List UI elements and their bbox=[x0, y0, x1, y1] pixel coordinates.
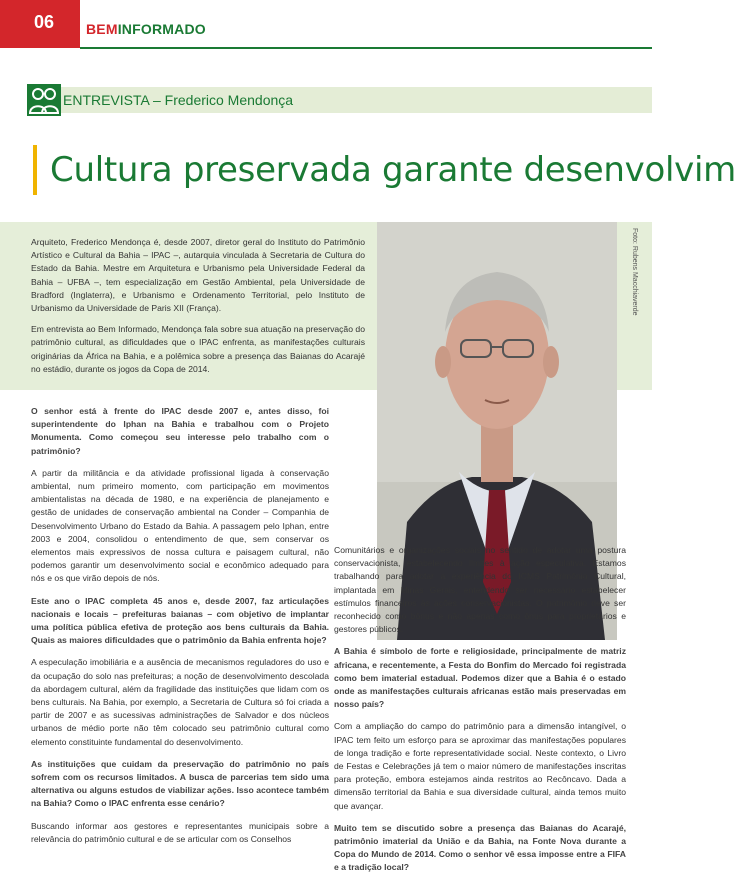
people-icon bbox=[27, 84, 61, 116]
answer: Com a ampliação do campo do patrimônio para a dimensão intangível, o IPAC tem feito um esforço para se aproximar das manifestações populares de longa tradição e forte representatividade social. Neste contexto, o Livro de Festas e Celebrações já tem o maior número de manifestações inscritas para proteção, embora estejamos ainda restritos ao Recôncavo. Dada a dimensão territorial da Bahia e sua diversidade cultural, ainda temos muito que avançar. bbox=[334, 721, 626, 811]
photo-credit: Foto: Rubens Macchiaverde bbox=[631, 228, 638, 316]
answer: A especulação imobiliária e a ausência de mecanismos reguladores do uso e da ocupação do solo nas prefeituras; a noção de desenvolvimento descolada da abordagem cultural, além da fragilidade das instituições que lidam com os bens culturais. Na Bahia, por exemplo, a Secretaria de Cultura só foi criada a partir de 2007 e as sucessivas administrações de Salvador e dos núcleos urbanos de médio porte não têm colocado seu patrimônio cultural como elemento constituinte fundamental do desenvolvimento. bbox=[31, 657, 329, 747]
question: Este ano o IPAC completa 45 anos e, desde 2007, faz articulações nacionais e locais – prefeituras baianas – com objetivo de implantar uma política pública efetiva de proteção aos bens culturais da Bahia. Quais as maiores dificuldades que o patrimônio da Bahia enfrenta hoje? bbox=[31, 595, 329, 646]
answer: A partir da militância e da atividade profissional ligada à conservação ambiental, num primeiro momento, com participação em movimentos ambientalistas na década de 1980, e na experiência de planejamento e gestão de unidades de conservação ambiental na Conder – Companhia de Desenvolvimento Urbano do Estado da Bahia. A passagem pelo Iphan, entre 2003 e 2004, consolidou o entendimento de que, sem conservar os elementos mais expressivos de nossa cultura e paisagem cultural, não podemos garantir um desenvolvimento social e econômico adequado para nós e os que virão depois de nós. bbox=[31, 467, 329, 584]
headline: Cultura preservada garante desenvolvim bbox=[50, 150, 736, 190]
left-column bbox=[31, 405, 329, 855]
publication-title-part2: INFORMADO bbox=[117, 21, 206, 37]
question: A Bahia é símbolo de forte e religiosidade, principalmente de matriz africana, e recentemente, a Festa do Bonfim do Mercado foi registrada como bem imaterial estadual. Podemos dizer que a Bahia é o estado onde as manifestações culturais africanas estão mais preservadas em nosso país? bbox=[334, 646, 626, 710]
question: Muito tem se discutido sobre a presença das Baianas do Acarajé, patrimônio imaterial da União e da Bahia, na Fonte Nova durante a Copa do Mundo de 2014. Como o senhor vê essa imposse entre a FIFA e a tradição local? bbox=[334, 822, 626, 873]
answer: Comunitários e organizações sociais no sentido de adotar uma postura conservacionista, estabelecendo limites à ação especulativa. Estamos trabalhando para adotar a experiência do ICMS Patrimônio Cultural, implantada em Minas Gerais, entendendo ser necessário estabelecer estímulos financeiros às ações conservacionistas. O patrimônio deve ser reconhecido como bônus e não apenas como ônus para proprietários e gestores públicos. bbox=[334, 545, 626, 635]
page-number: 06 bbox=[0, 0, 80, 48]
intro-text bbox=[31, 236, 365, 384]
question: O senhor está à frente do IPAC desde 2007 e, antes disso, foi superintendente do Iphan na Bahia e trabalhou com o Projeto Monumenta. Como começou seu interesse pelo trabalho com o patrimônio? bbox=[31, 406, 329, 456]
answer: Buscando informar aos gestores e representantes municipais sobre a relevância do patrimônio cultural e de se articular com os Conselhos bbox=[31, 820, 329, 844]
question: As instituições que cuidam da preservação do patrimônio no país sofrem com os recursos limitados. A busca de parcerias tem sido uma alternativa ou alguns estudos de viabilizar ações. Isso acontece também na Bahia? Como o IPAC enfrenta esse cenário? bbox=[31, 758, 329, 809]
publication-title-part1: BEM bbox=[86, 21, 118, 37]
publication-title bbox=[86, 21, 206, 37]
intro-paragraph: Arquiteto, Frederico Mendonça é, desde 2007, diretor geral do Instituto do Patrimônio Artístico e Cultural da Bahia – IPAC –, autarquia vinculada à Secretaria de Cultura do Estado da Bahia. Mestre em Arquitetura e Urbanismo pela Universidade Federal da Bahia – UFBA –, tem especialização em Gestão Ambiental, pela Universidade de Bradford (Inglaterra), e Urbanismo e Ordenamento Territorial, pelo Instituto de Urbanismo da Universidade de Paris XII (França). bbox=[31, 237, 365, 314]
right-column bbox=[334, 544, 626, 884]
intro-paragraph: Em entrevista ao Bem Informado, Mendonça fala sobre sua atuação na preservação do patrimônio cultural, as dificuldades que o IPAC enfrenta, as manifestações culturais originárias da África na Bahia, e a polêmica sobre a presença das Baianas do Acarajé no estádio, durante os jogos da Copa de 2014. bbox=[31, 324, 365, 374]
section-label: ENTREVISTA – Frederico Mendonça bbox=[63, 92, 294, 108]
headline-accent-bar bbox=[33, 145, 37, 195]
